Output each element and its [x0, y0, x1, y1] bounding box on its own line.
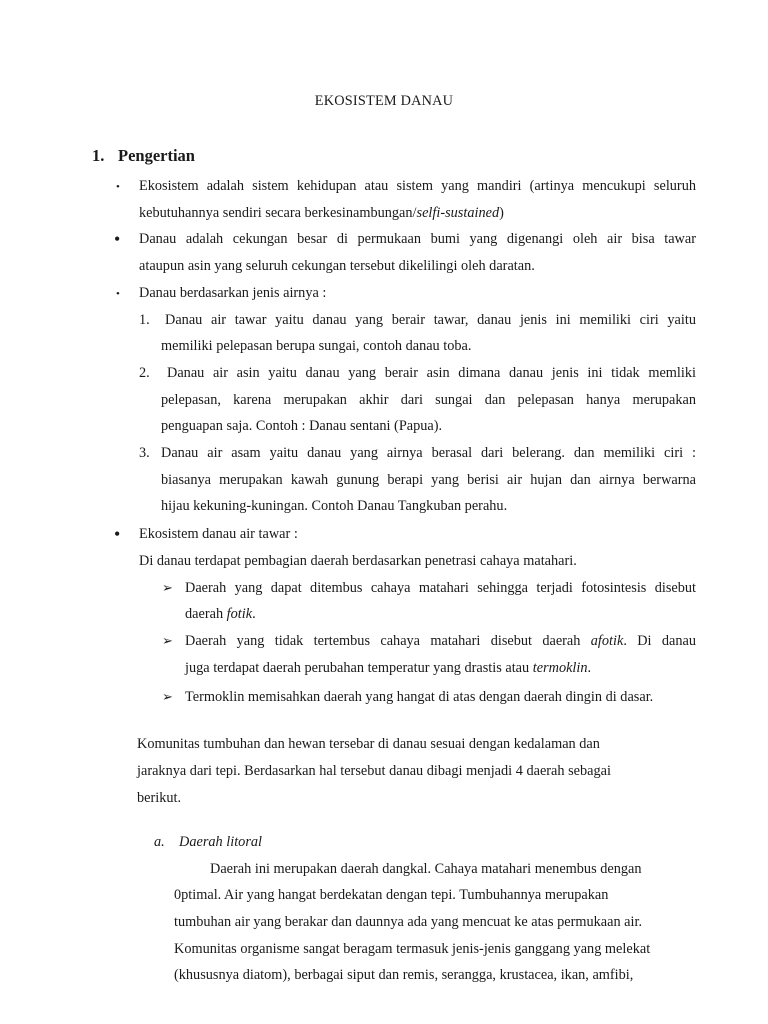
bullet4-line1: Ekosistem danau air tawar : — [139, 526, 298, 542]
list-item-1-line2: memiliki pelepasan berupa sungai, contoh danau toba. — [161, 338, 472, 354]
paragraph-line3: berikut. — [137, 790, 182, 806]
list-number: 1. — [139, 312, 150, 328]
subsection-heading: Daerah litoral — [179, 834, 263, 850]
subsection-label: a. — [154, 834, 165, 850]
bullet-marker: • — [116, 181, 120, 193]
subsection-line1: Daerah ini merupakan daerah dangkal. Cahaya matahari menembus dengan — [210, 861, 642, 877]
arrow-item-1-line1: Daerah yang dapat ditembus cahaya matahari sehingga terjadi fotosintesis disebut — [185, 580, 696, 596]
bullet1-line2: kebutuhannya sendiri secara berkesinambungan/selfi-sustained) — [139, 205, 504, 221]
list-item-2-line2: pelepasan, karena merupakan akhir dari sungai dan pelepasan hanya merupakan — [161, 392, 696, 408]
paragraph-line1: Komunitas tumbuhan dan hewan tersebar di danau sesuai dengan kedalaman dan — [137, 736, 600, 752]
bullet3-line1: Danau berdasarkan jenis airnya : — [139, 285, 327, 301]
arrow-item-1-line2: daerah fotik. — [185, 606, 256, 622]
list-number: 3. — [139, 445, 150, 461]
bullet4-line2: Di danau terdapat pembagian daerah berdasarkan penetrasi cahaya matahari. — [139, 553, 577, 569]
document-title: EKOSISTEM DANAU — [314, 93, 454, 109]
arrow-bullet-icon: ➢ — [162, 689, 173, 704]
subsection-line4: Komunitas organisme sangat beragam termasuk jenis-jenis ganggang yang melekat — [174, 941, 651, 957]
list-item-2-line1: Danau air asin yaitu danau yang berair asin dimana danau jenis ini tidak memliki — [167, 365, 696, 381]
paragraph-line2: jaraknya dari tepi. Berdasarkan hal tersebut danau dibagi menjadi 4 daerah sebagai — [137, 763, 611, 779]
arrow-item-3-line1: Termoklin memisahkan daerah yang hangat di atas dengan daerah dingin di dasar. — [185, 689, 654, 705]
subsection-line3: tumbuhan air yang berakar dan daunnya ada yang mencuat ke atas permukaan air. — [174, 914, 643, 930]
arrow-item-2-line1: Daerah yang tidak tertembus cahaya matahari disebut daerah afotik. Di danau — [185, 633, 696, 649]
subsection-line5: (khususnya diatom), berbagai siput dan remis, serangga, krustacea, ikan, amfibi, — [174, 967, 634, 983]
section-number: 1. — [92, 146, 105, 165]
arrow-bullet-icon: ➢ — [162, 580, 173, 595]
list-item-3-line1: Danau air asam yaitu danau yang airnya berasal dari belerang. dan memiliki ciri : — [161, 445, 696, 461]
list-item-1-line1: Danau air tawar yaitu danau yang berair tawar, danau jenis ini memiliki ciri yaitu — [165, 312, 696, 328]
list-number: 2. — [139, 365, 150, 381]
arrow-bullet-icon: ➢ — [162, 633, 173, 648]
bullet-marker: • — [114, 524, 121, 544]
bullet2-line2: ataupun asin yang seluruh cekungan tersebut dikelilingi oleh daratan. — [139, 258, 535, 274]
list-item-3-line2: biasanya merupakan kawah gunung berapi yang berisi air hujan dan airnya berwarna — [161, 472, 696, 488]
arrow-item-2-line2: juga terdapat daerah perubahan temperatur yang drastis atau termoklin. — [185, 660, 592, 676]
subsection-line2: 0ptimal. Air yang hangat berdekatan dengan tepi. Tumbuhannya merupakan — [174, 887, 609, 903]
bullet2-line1: Danau adalah cekungan besar di permukaan bumi yang digenangi oleh air bisa tawar — [139, 231, 696, 247]
bullet1-line1: Ekosistem adalah sistem kehidupan atau sistem yang mandiri (artinya mencukupi seluruh — [139, 178, 696, 194]
list-item-3-line3: hijau kekuning-kuningan. Contoh Danau Tangkuban perahu. — [161, 498, 508, 514]
bullet-marker: • — [116, 288, 120, 300]
section-heading: Pengertian — [118, 146, 195, 165]
list-item-2-line3: penguapan saja. Contoh : Danau sentani (Papua). — [161, 418, 443, 434]
bullet-marker: • — [114, 229, 121, 249]
